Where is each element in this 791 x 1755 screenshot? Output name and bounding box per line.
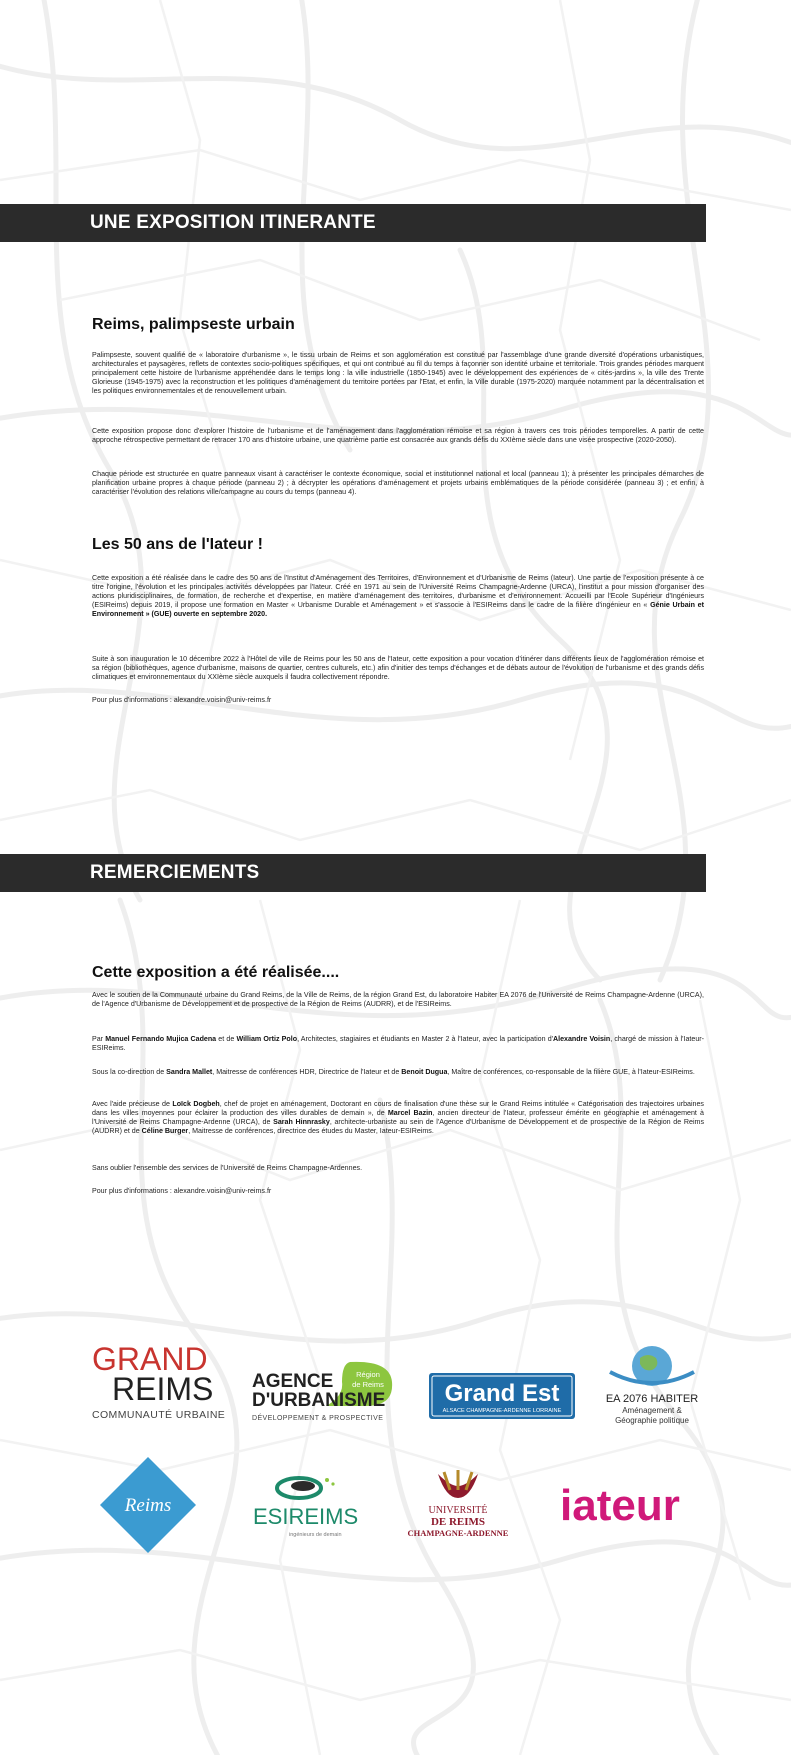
paragraph-services-universite: Sans oublier l'ensemble des services de l'Université de Reims Champagne-Ardennes.: [92, 1164, 363, 1172]
paragraph-aide-precieuse: Avec l'aide précieuse de Loïck Dogbeh, chef de projet en aménagement, Doctorant en cours de finalisation d'une thèse sur le Grand Reims intitulée « Catégorisation des trajectoires urbaines dans les villes moyennes pour éclairer la production des villes durables de demain », de Marcel Bazin, ancien directeur de l'Iateur, professeur émérite en géographie et aménagement à l'Université de Reims Champagne-Ardenne (URCA), de Sarah Hinnrasky, architecte-urbaniste au sein de l'Agence d'Urbanisme de Développement et de prospective de la Région de Reims (AUDRR) et de Céline Burger, Maitresse de conférences, directrice des études du Master, Iateur-ESIReims.: [92, 1100, 704, 1135]
svg-text:DE REIMS: DE REIMS: [430, 1516, 486, 1528]
svg-text:UNIVERSITÉ: UNIVERSITÉ: [428, 1505, 488, 1516]
svg-text:de Reims: de Reims: [352, 1380, 384, 1389]
heading-realisee: Cette exposition a été réalisée....: [92, 964, 340, 981]
grand-reims-logo[interactable]: [90, 1340, 225, 1422]
svg-text:ingénieurs de demain: ingénieurs de demain: [289, 1532, 342, 1538]
paragraph-exposition-purpose: Cette exposition propose donc d'explorer l'histoire de l'urbanisme et de l'aménagement dans l'agglomération rémoise et sa région à travers ces trois périodes temporelles. A partir de cette approche rétrospective permettant de retracer 170 ans d'histoire urbaine, une quatrième partie est consacrée aux grands défis du XXIème siècle dans une visée prospective (2020-2050).: [92, 427, 704, 444]
svg-text:AGENCE: AGENCE: [252, 1371, 334, 1392]
ville-reims-logo[interactable]: [98, 1455, 198, 1555]
svg-text:Grand Est: Grand Est: [444, 1380, 560, 1407]
grand-est-logo[interactable]: [429, 1373, 575, 1419]
paragraph-auteurs: Par Manuel Fernando Mujica Cadena et de William Ortiz Polo, Architectes, stagiaires et étudiants en Master 2 à l'Iateur, avec la participation d'Alexandre Voisin, chargé de mission à l'Iateur-ESIReims.: [92, 1035, 704, 1052]
paragraph-soutien: Avec le soutien de la Communauté urbaine du Grand Reims, de la Ville de Reims, de la région Grand Est, du laboratoire Habiter EA 2076 de l'Université de Reims Champagne-Ardenne (URCA), de l'Agence d'Urbanisme de Développement et de prospective de la Région de Reims (AUDRR), et de l'ESIReims.: [92, 991, 704, 1008]
svg-text:CHAMPAGNE-ARDENNE: CHAMPAGNE-ARDENNE: [407, 1528, 509, 1538]
heading-palimpseste: Reims, palimpseste urbain: [92, 316, 295, 333]
svg-text:Reims: Reims: [124, 1495, 172, 1516]
svg-text:ESIREIMS: ESIREIMS: [253, 1504, 359, 1529]
logo-communaute-text: COMMUNAUTÉ URBAINE: [92, 1409, 225, 1421]
logo-grand-text: GRAND: [92, 1341, 208, 1377]
contact-email-2[interactable]: Pour plus d'informations : alexandre.voisin@univ-reims.fr: [92, 1187, 272, 1195]
banner-title: UNE EXPOSITION ITINERANTE: [90, 212, 376, 233]
contact-email-1[interactable]: Pour plus d'informations : alexandre.voisin@univ-reims.fr: [92, 696, 272, 704]
svg-text:Région: Région: [356, 1370, 380, 1379]
svg-text:iateur: iateur: [560, 1481, 680, 1530]
paragraph-inauguration: Suite à son inauguration le 10 décembre 2022 à l'Hôtel de ville de Reims pour les 50 ans de l'Iateur, cette exposition a pour vocation d'itinérer dans différents lieux de l'agglomération rémoise et sa région (bibliothèques, agence d'urbanisme, maisons de quartier, centres culturels, etc.) afin d'initier des temps d'échanges et de débats autour de l'évolution de l'urbanisme et des grands défis climatiques et environnementaux du XXIème siècle auxquels il faudra collectivement répondre.: [92, 655, 704, 681]
svg-text:Géographie politique: Géographie politique: [615, 1416, 689, 1425]
svg-text:ALSACE CHAMPAGNE-ARDENNE LORRA: ALSACE CHAMPAGNE-ARDENNE LORRAINE: [442, 1408, 562, 1414]
svg-text:DÉVELOPPEMENT & PROSPECTIVE: DÉVELOPPEMENT & PROSPECTIVE: [252, 1415, 384, 1422]
banner-title: REMERCIEMENTS: [90, 862, 260, 883]
habiter-lab-logo[interactable]: [600, 1344, 705, 1429]
heading-50-ans: Les 50 ans de l'Iateur !: [92, 536, 263, 553]
svg-text:EA 2076 HABITER: EA 2076 HABITER: [605, 1393, 699, 1405]
section-banner-remerciements: [0, 854, 706, 892]
paragraph-50-ans-iateur: Cette exposition a été réalisée dans le cadre des 50 ans de l'Institut d'Aménagement des Territoires, d'Environnement et d'Urbanisme de Reims (Iateur). Une partie de l'exposition présente à ce titre l'origine, l'évolution et les principales activités développées par l'Iateur. Créé en 1971 au sein de l'Université Reims Champagne-Ardenne (URCA), l'institut a pour mission d'organiser des actions pluridisciplinaires, de formation, de recherche et d'expertise, en matière d'aménagement des territoires, d'urbanisme et d'environnement. Accueilli par l'Ecole Supérieur d'Ingénieurs (ESIReims) depuis 2019, il propose une formation en Master « Urbanisme Durable et Aménagement » et s'associe à l'ESIReims dans le cadre de la filière d'ingénieur en « Génie Urbain et Environnement » (GUE) ouverte en septembre 2020.: [92, 574, 704, 618]
esireims-logo[interactable]: [251, 1470, 361, 1540]
svg-text:Aménagement &: Aménagement &: [622, 1406, 682, 1415]
iateur-logo[interactable]: [560, 1480, 700, 1530]
paragraph-co-direction: Sous la co-direction de Sandra Mallet, Maitresse de conférences HDR, Directrice de l'Iateur et de Benoit Dugua, Maître de conférences, co-responsable de la filière GUE, à l'Iateur-ESIReims.: [92, 1068, 695, 1076]
svg-text:D'URBANISME: D'URBANISME: [252, 1390, 386, 1411]
paragraph-palimpseste-intro: Palimpseste, souvent qualifié de « laboratoire d'urbanisme », le tissu urbain de Reims et son agglomération est constitué par l'assemblage d'une grande diversité d'opérations urbanistiques, architecturales et paysagères, reflets de contextes socio-politiques spécifiques, et qui ont contribué au fil du temps à façonner son identité urbaine et territoriale. Trois grandes périodes marquent principalement cette histoire de l'urbanisme appréhendée dans le temps long : la ville industrielle (1850-1945) avec le développement des expériences de « cités-jardins », la ville des Trente Glorieuse (1945-1975) avec la reconstruction et les politiques d'aménagement du territoire portées par l'Etat, et enfin, la Ville durable (1975-2020) marquée notamment par la décentralisation et les politiques environnementales et de renouvellement urbain.: [92, 351, 704, 395]
section-banner-exposition: [0, 204, 706, 242]
agence-urbanisme-logo[interactable]: [250, 1360, 395, 1426]
paragraph-panels-structure: Chaque période est structurée en quatre panneaux visant à caractériser le contexte économique, social et institutionnel national et local (panneau 1); à présenter les principales démarches de planification urbaine propres à chaque période (panneau 2) ; à décrypter les opérations d'aménagement et projets urbains emblématiques de la période considérée (panneau 3) ; et enfin, à caractériser l'évolution des relations ville/campagne au cours du temps (panneau 4).: [92, 470, 704, 496]
logo-reims-text: REIMS: [112, 1371, 214, 1407]
urca-logo[interactable]: [400, 1468, 518, 1540]
